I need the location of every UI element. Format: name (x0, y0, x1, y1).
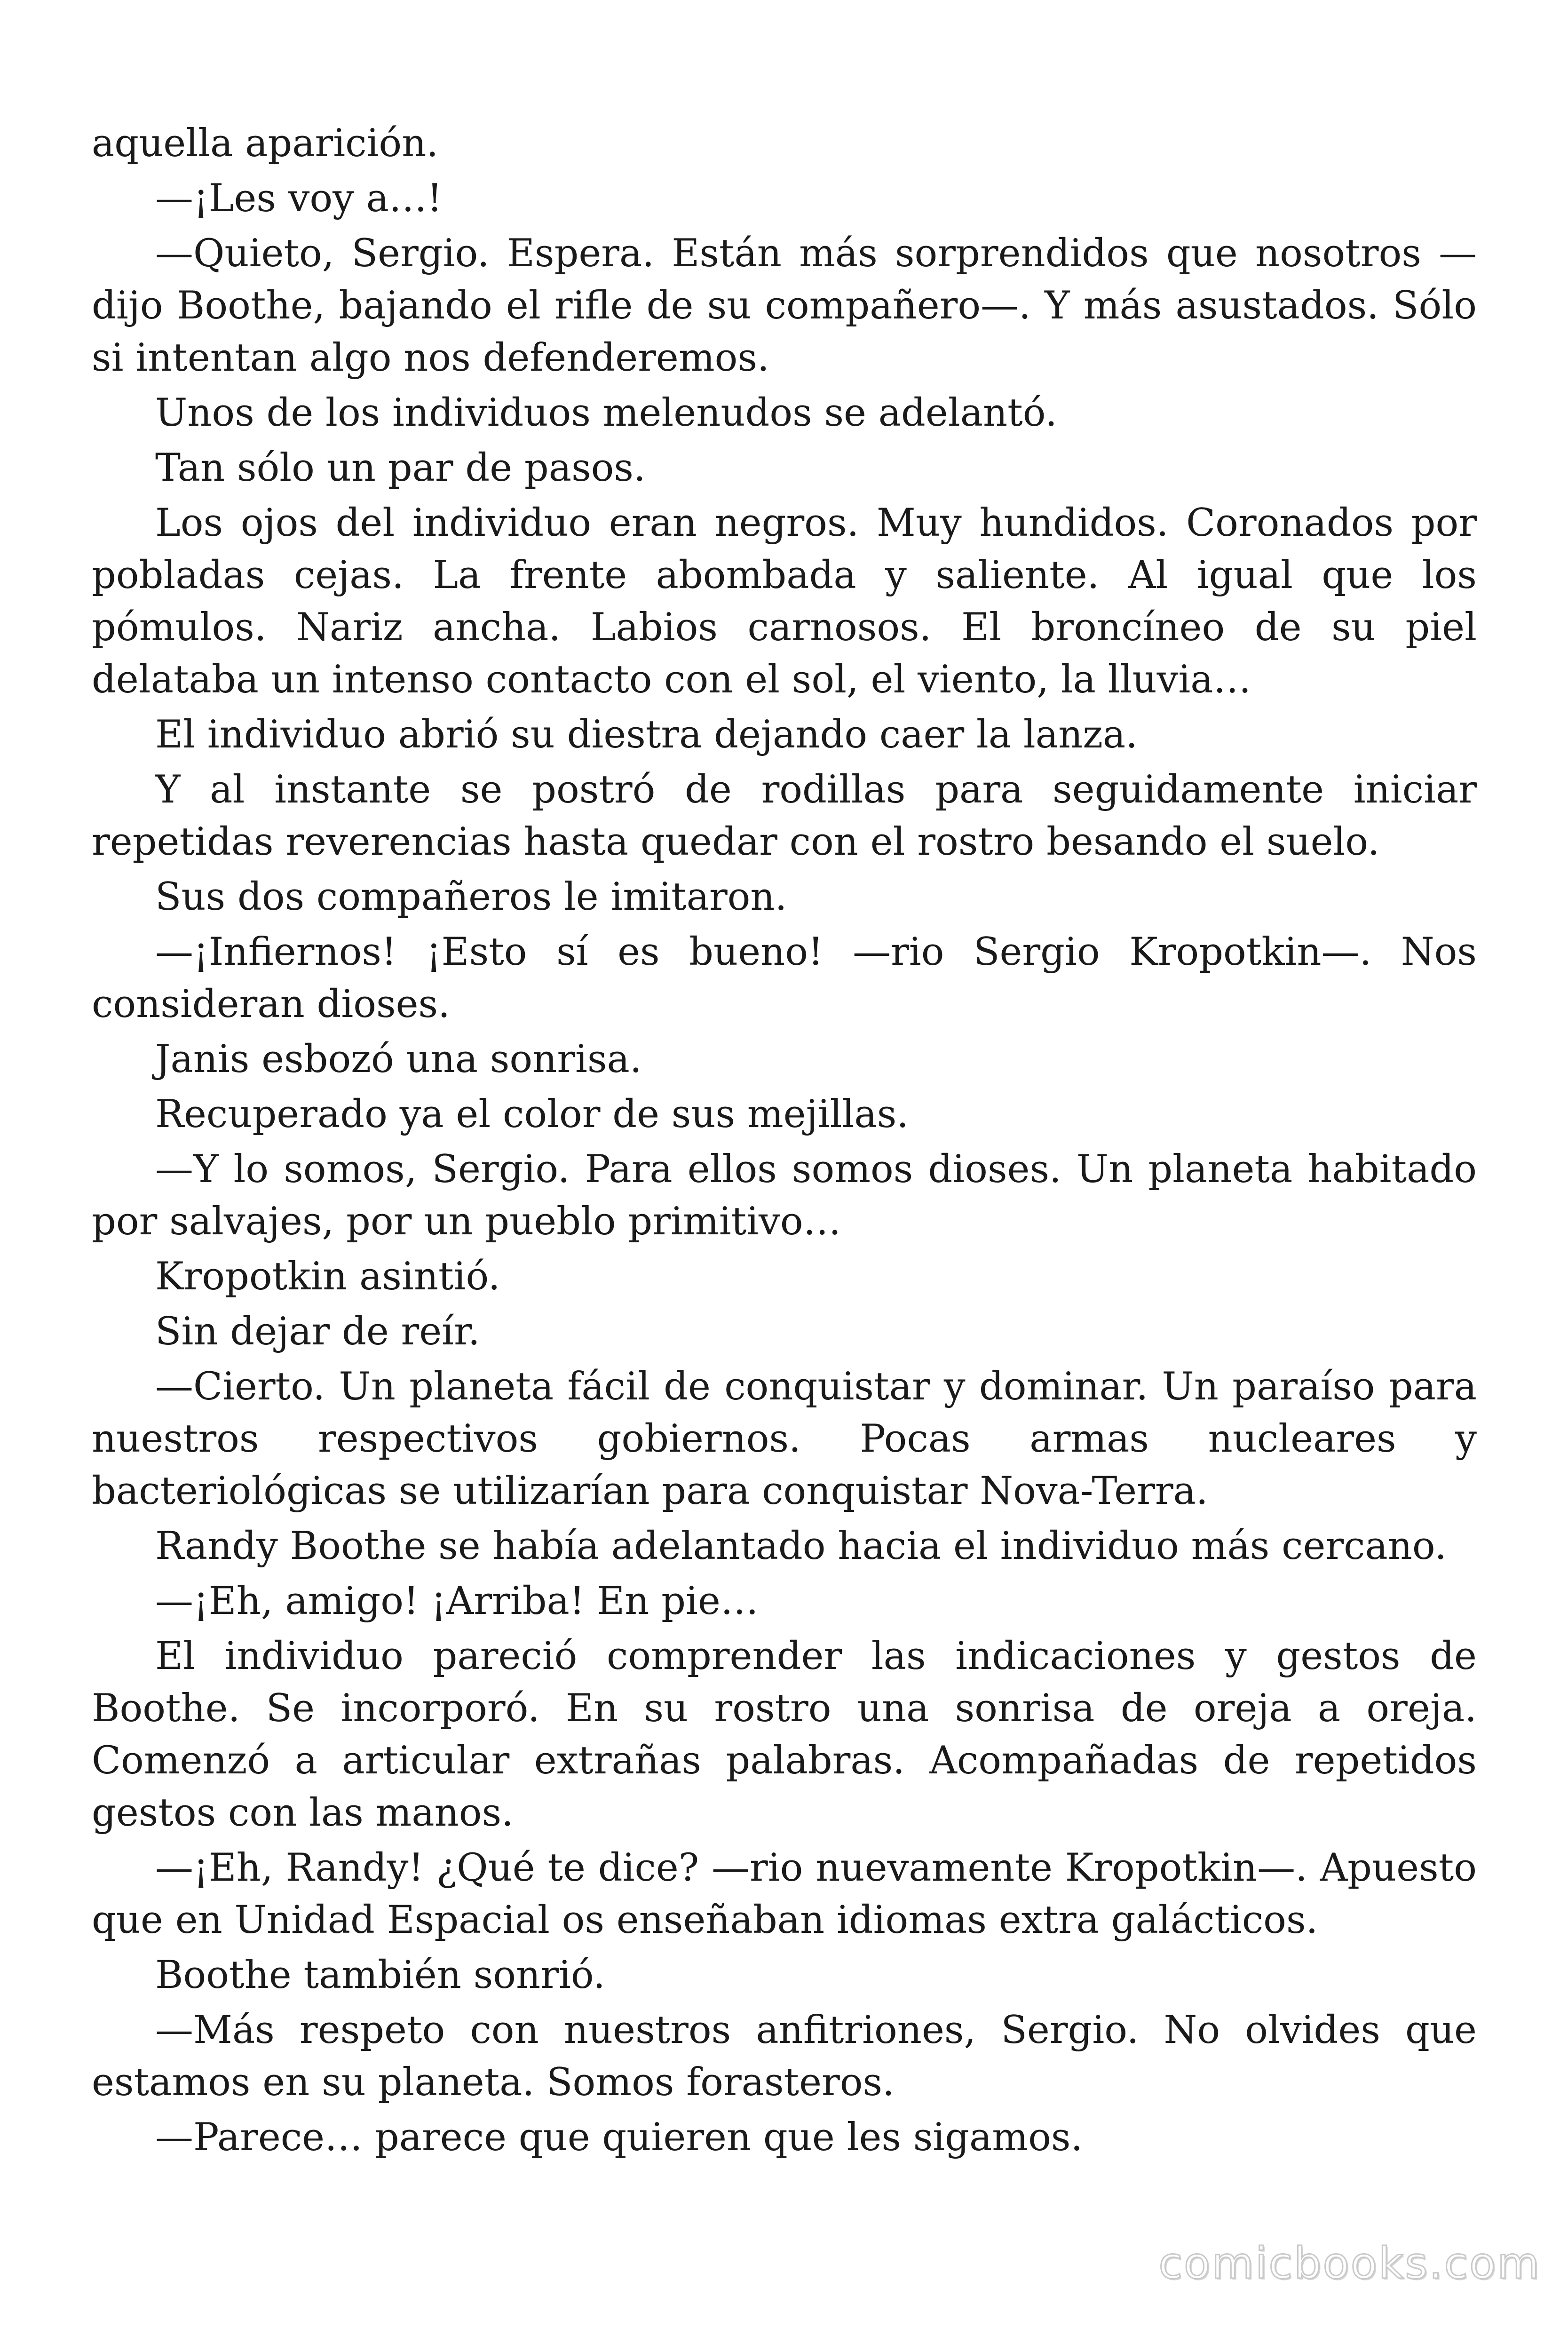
page-text (92, 118, 1477, 2167)
paragraph: —Quieto, Sergio. Espera. Están más sorprendidos que nosotros —dijo Boothe, bajando el rifle de su compañero—. Y más asustados. Sólo si intentan algo nos defenderemos. (92, 231, 1477, 380)
paragraph: Sin dejar de reír. (155, 1310, 480, 1354)
paragraph: Y al instante se postró de rodillas para seguidamente iniciar repetidas reverencias hasta quedar con el rostro besando el suelo. (92, 768, 1477, 864)
paragraph: —Parece… parece que quieren que les sigamos. (155, 2115, 1083, 2160)
paragraph: —¡Infiernos! ¡Esto sí es bueno! —rio Sergio Kropotkin—. Nos consideran dioses. (92, 930, 1477, 1026)
paragraph: Los ojos del individuo eran negros. Muy hundidos. Coronados por pobladas cejas. La frente abombada y saliente. Al igual que los pómulos. Nariz ancha. Labios carnosos. El broncíneo de su piel delataba un intenso contacto con el sol, el viento, la lluvia… (92, 501, 1477, 702)
paragraph: Tan sólo un par de pasos. (155, 446, 646, 490)
paragraph: Janis esbozó una sonrisa. (155, 1037, 642, 1081)
paragraph: Unos de los individuos melenudos se adelantó. (155, 391, 1057, 435)
paragraph: —¡Eh, amigo! ¡Arriba! En pie… (155, 1579, 759, 1623)
paragraph: Sus dos compañeros le imitaron. (155, 875, 787, 919)
paragraph: —¡Les voy a…! (155, 176, 443, 221)
paragraph: —¡Eh, Randy! ¿Qué te dice? —rio nuevamente Kropotkin—. Apuesto que en Unidad Espacial os enseñaban idiomas extra galácticos. (92, 1846, 1477, 1942)
paragraph: Kropotkin asintió. (155, 1255, 500, 1299)
paragraph: Randy Boothe se había adelantado hacia el individuo más cercano. (155, 1524, 1447, 1568)
paragraph: El individuo abrió su diestra dejando caer la lanza. (155, 713, 1138, 757)
paragraph: El individuo pareció comprender las indicaciones y gestos de Boothe. Se incorporó. En su rostro una sonrisa de oreja a oreja. Comenzó a articular extrañas palabras. Acompañadas de repetidos gestos con las manos. (92, 1634, 1477, 1835)
paragraph: Boothe también sonrió. (155, 1953, 605, 1997)
paragraph: —Cierto. Un planeta fácil de conquistar y dominar. Un paraíso para nuestros respectivos gobiernos. Pocas armas nucleares y bacteriológicas se utilizarían para conquistar Nova-Terra. (92, 1365, 1477, 1513)
paragraph: Recuperado ya el color de sus mejillas. (155, 1092, 909, 1136)
paragraph: —Más respeto con nuestros anfitriones, Sergio. No olvides que estamos en su planeta. Somos forasteros. (92, 2008, 1477, 2105)
paragraph: aquella aparición. (92, 121, 439, 166)
paragraph: —Y lo somos, Sergio. Para ellos somos dioses. Un planeta habitado por salvajes, por un pueblo primitivo… (92, 1147, 1477, 1244)
watermark: comicbooks.com (1158, 2238, 1541, 2288)
